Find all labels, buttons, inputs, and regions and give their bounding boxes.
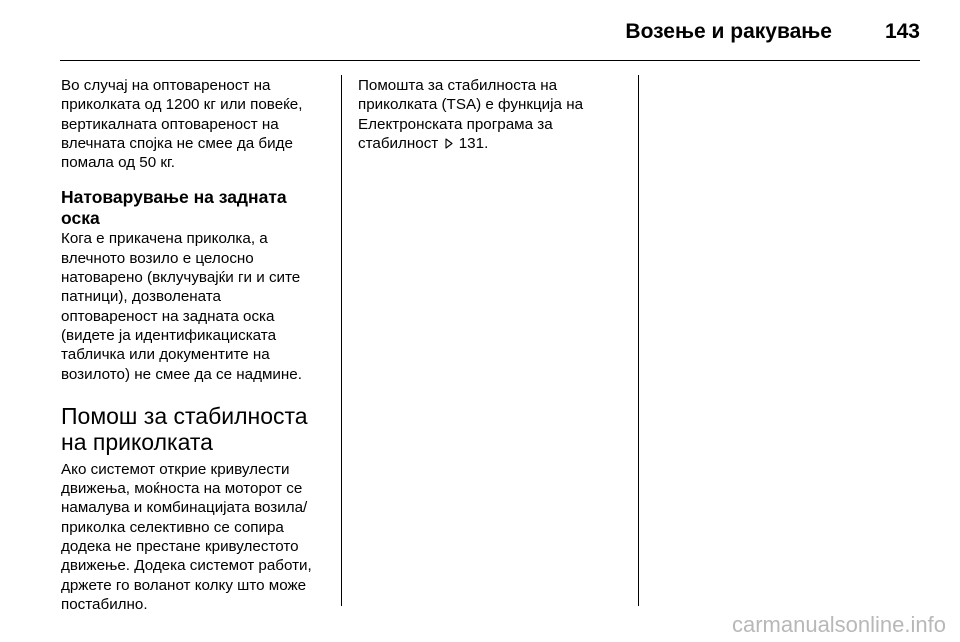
text-line: движења, моќноста на моторот се [61, 480, 303, 498]
text-line: намалува и комбинацијата возила/ [61, 499, 308, 517]
page-reference-triangle-icon[interactable] [445, 138, 453, 149]
text-line: додека не престане кривулестото [61, 538, 299, 556]
column-divider-left [341, 75, 342, 606]
trailer-load-paragraph [61, 76, 331, 172]
header-rule [60, 60, 920, 61]
text-line-with-reference [358, 134, 628, 153]
text-line: Помошта за стабилноста на [358, 77, 558, 94]
text-line: (видете ја идентификациската [61, 326, 277, 344]
section-title: Возење и ракување [625, 20, 832, 43]
text-line: натоварено (вклучувајќи ги и сите [61, 269, 301, 287]
tsa-paragraph [358, 76, 628, 153]
text-line: приколката (TSA) е функција на [358, 96, 584, 114]
text-line: Кога е прикачена приколка, а [61, 230, 268, 248]
page-header [60, 14, 920, 48]
text-line: влечната спојка не смее да биде [61, 134, 293, 152]
heading-line: Помош за стабилноста [61, 402, 308, 429]
text-line: движење. Додека системот работи, [61, 557, 312, 575]
text-line: патници), дозволената [61, 288, 221, 306]
heading-line: Натоварување на задната [61, 187, 287, 208]
heading-line: оска [61, 207, 100, 228]
left-column [61, 76, 331, 614]
heading-line: на приколката [61, 429, 213, 456]
page-number: 143 [884, 20, 920, 43]
watermark: carmanualsonline.info [731, 612, 946, 637]
trailer-stability-heading [61, 403, 331, 456]
text-line: Електронската програма за [358, 115, 553, 133]
reference-prefix: стабилност [358, 134, 439, 152]
text-line: возилото) не смее да се надмине. [61, 365, 302, 383]
text-line: постабилно. [61, 595, 148, 613]
text-line: Ако системот открие кривулести [61, 460, 290, 478]
column-divider-right [638, 75, 639, 606]
rear-axle-load-paragraph [61, 229, 331, 383]
text-line: приколката од 1200 кг или повеќе, [61, 96, 303, 114]
text-line: табличка или документите на [61, 346, 270, 364]
text-line: помала од 50 кг. [61, 154, 175, 172]
text-line: Во случај на оптовареност на [61, 77, 271, 94]
text-line: влечното возило е целосно [61, 249, 254, 267]
text-line: вертикалната оптовареност на [61, 115, 279, 133]
middle-column [358, 76, 628, 153]
text-line: држете го воланот колку што може [61, 576, 307, 594]
trailer-stability-paragraph [61, 460, 331, 614]
text-line: приколка селективно се сопира [61, 518, 284, 536]
text-line: оптовареност на задната оска [61, 307, 275, 325]
reference-page-link[interactable]: 131. [458, 134, 489, 152]
rear-axle-load-subheading [61, 187, 331, 228]
